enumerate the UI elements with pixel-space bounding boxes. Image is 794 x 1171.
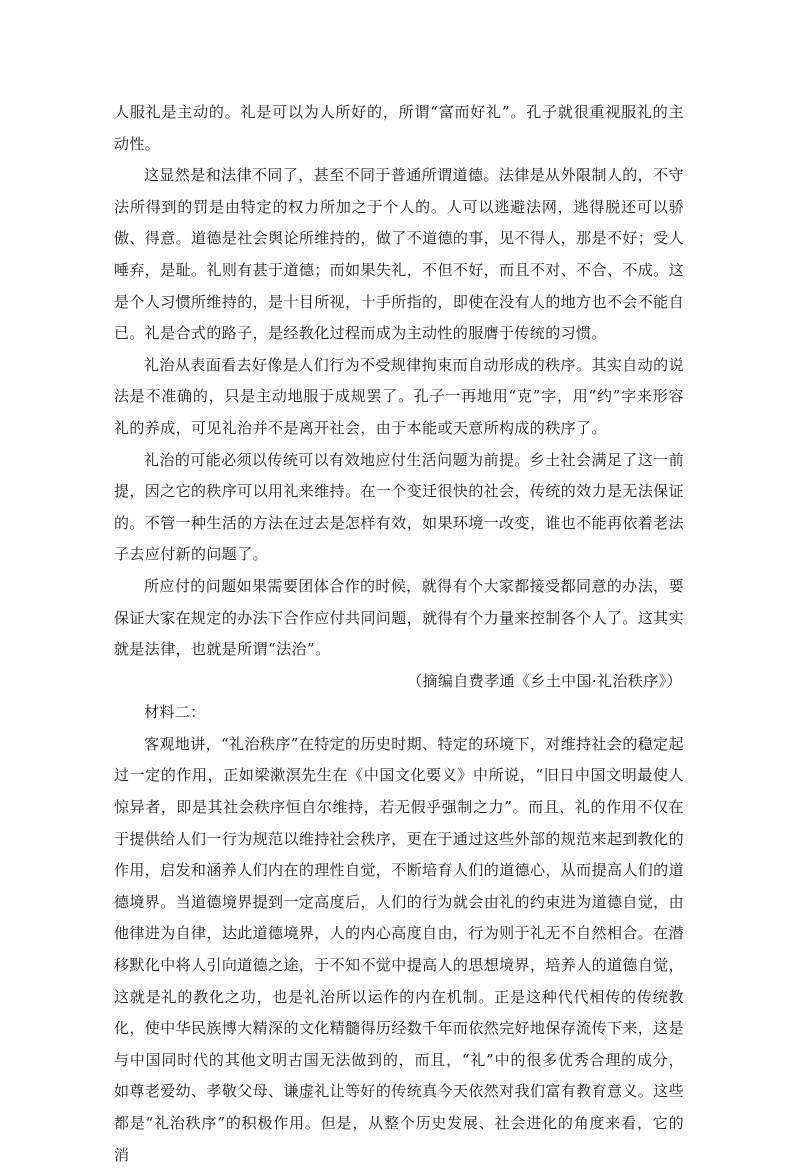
source-citation: （摘编自费孝通《乡土中国·礼治秩序》） xyxy=(407,671,682,690)
paragraph-5: 所应付的问题如果需要团体合作的时候，就得有个大家都接受都同意的办法，要保证大家在规定的办法下合作应付共同问题，就得有个力量来控制各个人了。这其实就是法律，也就是所谓“法治”。 xyxy=(114,576,684,659)
paragraph-4: 礼治的可能必须以传统可以有效地应付生活问题为前提。乡土社会满足了这一前提，因之它的秩序可以用礼来维持。在一个变迁很快的社会，传统的效力是无法保证的。不管一种生活的方法在过去是怎样有效，如果环境一改变，谁也不能再依着老法子去应付新的问题了。 xyxy=(114,450,684,564)
document-body xyxy=(114,97,684,1171)
section-heading-material-2: 材料二： xyxy=(144,703,206,722)
paragraph-1: 人服礼是主动的。礼是可以为人所好的，所谓“富而好礼”。孔子就很重视服礼的主动性。 xyxy=(114,103,684,153)
paragraph-2: 这显然是和法律不同了，甚至不同于普通所谓道德。法律是从外限制人的，不守法所得到的罚是由特定的权力所加之于个人的。人可以逃避法网，逃得脱还可以骄傲、得意。道德是社会舆论所维持的，做了不道德的事，见不得人，那是不好；受人唾弃，是耻。礼则有甚于道德；而如果失礼，不但不好，而且不对、不合、不成。这是个人习惯所维持的，是十目所视，十手所指的，即使在没有人的地方也不会不能自已。礼是合式的路子，是经教化过程而成为主动性的服膺于传统的习惯。 xyxy=(114,166,684,343)
paragraph-material-2: 客观地讲，“礼治秩序”在特定的历史时期、特定的环境下，对维持社会的稳定起过一定的作用，正如梁漱溟先生在《中国文化要义》中所说，“旧日中国文明最使人惊异者，即是其社会秩序恒自尔维持，若无假乎强制之力”。而且，礼的作用不仅在于提供给人们一行为规范以维持社会秩序，更在于通过这些外部的规范来起到教化的作用，启发和涵养人们内在的理性自觉，不断培育人们的道德心，从而提高人们的道德境界。当道德境界提到一定高度后，人们的行为就会由礼的约束进为道德自觉，由他律进为自律，达此道德境界，人的内心高度自由，行为则于礼无不自然相合。在潜移默化中将人引向道德之途，于不知不觉中提高人的思想境界，培养人的道德自觉，这就是礼的教化之功，也是礼治所以运作的内在机制。正是这种代代相传的传统教化，使中华民族博大精深的文化精髓得历经数千年而依然完好地保存流传下来，这是与中国同时代的其他文明古国无法做到的，而且，“礼”中的很多优秀合理的成分，如尊老爱幼、孝敬父母、谦虚礼让等好的传统真今天依然对我们富有教育意义。这些都是“礼治秩序”的积极作用。但是，从整个历史发展、社会进化的角度来看，它的消 xyxy=(114,734,684,1164)
paragraph-3: 礼治从表面看去好像是人们行为不受规律拘束而自动形成的秩序。其实自动的说法是不准确的，只是主动地服于成规罢了。孔子一再地用“克”字，用“约”字来形容礼的养成，可见礼治并不是离开社会，由于本能或天意所构成的秩序了。 xyxy=(114,355,684,437)
